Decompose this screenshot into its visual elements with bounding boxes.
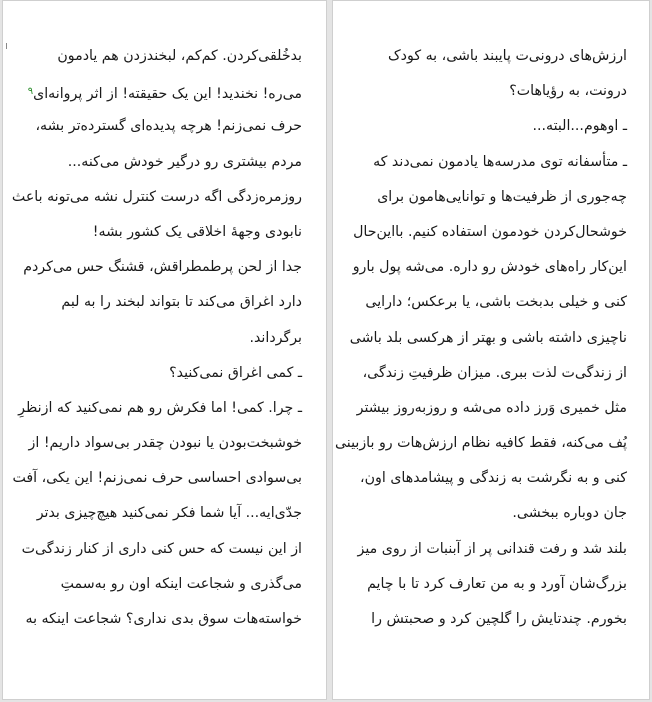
text-line: ـ کمی اغراق نمی‌کنید؟ (169, 364, 302, 381)
text-line: حرف نمی‌زنم! هرچه پدیده‌ای گسترده‌تر بشه، (35, 118, 302, 135)
text-line: برگرداند. (249, 329, 302, 346)
text-line: ـ چرا. کمی! اما فکرش رو هم نمی‌کنید که ازنظرِ (18, 399, 302, 416)
text-line: بزرگ‌شان آورد و به من تعارف کرد تا با چایم (367, 575, 627, 592)
text-line: خواسته‌هات سوق بدی نداری؟ شجاعت اینکه به (25, 611, 302, 627)
text-line: چه‌جوری از ظرفیت‌ها و توانایی‌هامون برای (377, 188, 627, 205)
text-line: ارزش‌های درونی‌ت پایبند باشی، به کودک (387, 48, 627, 64)
text-line: کنی و خیلی بدبخت باشی، یا برعکس؛ دارایی (365, 294, 627, 311)
text-line: جان دوباره ببخشی. (512, 505, 627, 522)
text-line: درونت، به رؤیاهات؟ (509, 83, 627, 100)
footnote-marker[interactable]: ۹ (27, 86, 34, 98)
text-line: بدخُلقی‌کردن. کم‌کم، لبخندزدن هم یادمون (57, 48, 302, 64)
text-line: ـ متأسفانه توی مدرسه‌ها یادمون نمی‌دند که (373, 153, 627, 170)
text-line: از این نیست که حس کنی داری از کنار زندگی‌ت (21, 540, 302, 557)
right-page (332, 0, 650, 700)
text-line: کنی و به نگرشت به زندگی و پیشامدهای اون، (360, 470, 627, 487)
left-page (2, 0, 327, 700)
text-line: مردم بیشتری رو درگیر خودش می‌کنه... (67, 153, 302, 170)
text-line: بلند شد و رفت قندانی پر از آبنبات از روی میز (357, 540, 627, 557)
text-line: از زندگی‌ت لذت ببری. میزان ظرفیتِ زندگی، (362, 364, 627, 381)
text-line: ـ اوهوم...البته... (532, 118, 627, 135)
text-line: ناچیزی داشته باشی و بهتر از هرکسی بلد باشی (349, 329, 627, 346)
text-line: می‌گذری و شجاعت اینکه اون رو به‌سمتِ (60, 575, 302, 592)
text-line: نابودی وجههٔ اخلاقی یک کشور بشه! (92, 223, 302, 240)
page-edge-mark (6, 43, 7, 49)
text-line: دارد اغراق می‌کند تا بتواند لبخند را به لبم (61, 294, 302, 311)
text-line: بخورم. چندتایش را گلچین کرد و صحبتش را (371, 611, 627, 627)
text-line: جدا از لحن پرطمطراقش، قشنگ حس می‌کردم (23, 259, 302, 276)
text-line-part: می‌ره! نخندید! این یک حقیقته! از اثر پروانه‌ای (33, 86, 302, 103)
text-line: خوشبخت‌بودن یا نبودن چقدر بی‌سواد داریم! از (28, 435, 302, 452)
text-line: جدّی‌ایه... آیا شما فکر نمی‌کنید هیچ‌چیزی بدتر (36, 505, 302, 522)
text-line: این‌کار راه‌های خودش رو داره. می‌شه پول بارو (352, 259, 627, 276)
text-line: بی‌سوادی احساسی حرف نمی‌زنم! این یکی، آفت (12, 470, 302, 487)
text-line: پُف می‌کنه، فقط کافیه نظام ارزش‌هات رو بازبینی (334, 435, 627, 452)
right-page-text (334, 39, 627, 637)
text-line: خوشحال‌کردن خودمون استفاده کنیم. بااین‌حال (353, 223, 627, 240)
text-line: مثل خمیری وَرز داده می‌شه و روزبه‌روز بیشتر (356, 399, 627, 416)
left-page-text (11, 39, 302, 637)
text-line: روزمره‌زدگی اگه درست کنترل نشه می‌تونه باعث (11, 188, 302, 205)
text-line-with-footnote (22, 74, 302, 109)
